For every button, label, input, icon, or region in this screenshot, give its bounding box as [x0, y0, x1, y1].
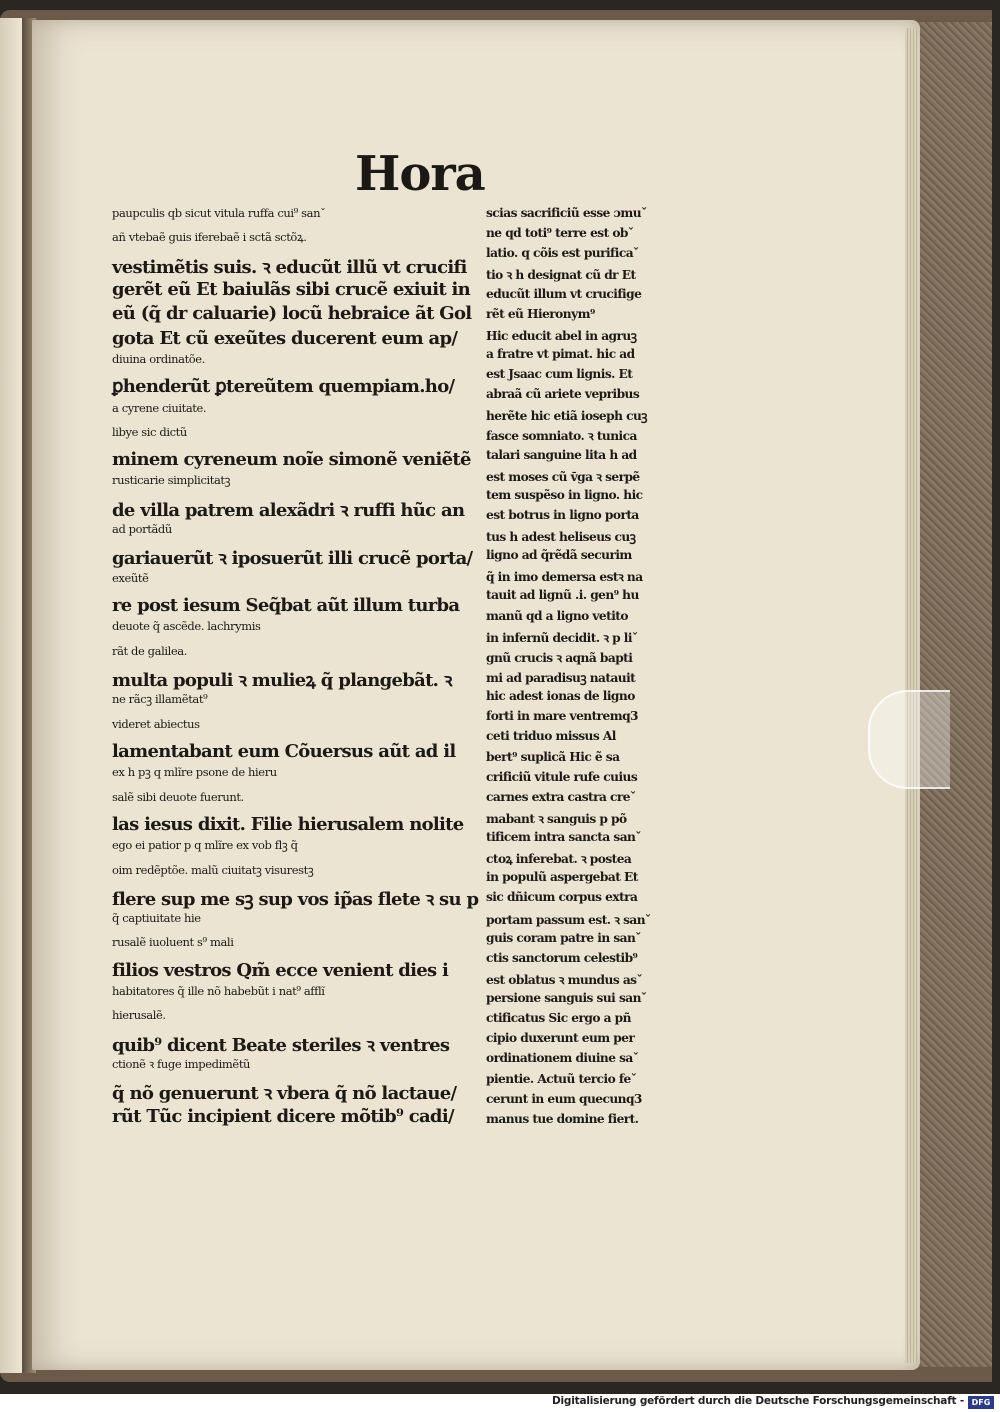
commentary-line: latio. q cõis est purificaˇ: [486, 246, 639, 260]
commentary-line: fasce somniato. ꝛ tunica: [486, 429, 637, 443]
main-text-line: habitatores q̃ ille nõ habebũt i nat⁹ afflĩ: [112, 984, 325, 998]
main-text-line: gerẽt eũ Et baiulãs sibi crucẽ exiuit in: [112, 279, 471, 300]
footer-credit: Digitalisierung gefördert durch die Deutsche Forschungsgemeinschaft -: [552, 1395, 964, 1407]
main-text-line: diuina ordinatõe.: [112, 352, 205, 366]
main-text-line: ego ei patior p q mlĩre ex vob flꝫ q̃: [112, 838, 298, 852]
main-text-line: rãt de galilea.: [112, 644, 188, 658]
commentary-line: abraã cũ ariete vepribus: [486, 387, 640, 401]
commentary-line: talari sanguine lita h ad: [486, 448, 637, 462]
main-text-line: ex h pꝫ q mlĩre psone de hieru: [112, 765, 277, 779]
main-text-line: las iesus dixit. Filie hierusalem nolite: [112, 814, 464, 835]
commentary-line: manus tue domine fiert.: [486, 1112, 639, 1126]
main-text-line: paupculis qb sicut vitula ruffa cui⁹ sanˇ: [112, 206, 326, 220]
commentary-line: cerunt in eum quecunq3: [486, 1092, 642, 1106]
main-text-line: añ vtebaẽ guis iferebaẽ i sctã sctõꝝ.: [112, 230, 307, 244]
main-text-line: q̃ captiuitate hie: [112, 911, 201, 925]
commentary-line: cipio duxerunt eum per: [486, 1031, 635, 1045]
main-text-line: re post iesum Seq̃bat aũt illum turba: [112, 595, 460, 616]
commentary-line: carnes extra castra creˇ: [486, 790, 636, 804]
commentary-line: est Jsaac cum lignis. Et: [486, 367, 633, 381]
main-text-line: lamentabant eum Cõuersus aũt ad il: [112, 741, 456, 762]
commentary-line: mi ad paradisuꝫ natauit: [486, 671, 636, 685]
commentary-line: mabant ꝛ sanguis p põ: [486, 812, 627, 826]
plastic-clip: [868, 690, 950, 789]
commentary-line: Hic educit abel in agruꝫ: [486, 329, 637, 343]
commentary-line: ceti triduo missus Al: [486, 729, 616, 743]
main-text-line: exeũtẽ: [112, 571, 149, 585]
commentary-line: bert⁹ suplicã Hic ẽ sa: [486, 750, 620, 764]
left-page-edge: [0, 18, 24, 1373]
commentary-line: crificiũ vitule rufe cuius: [486, 770, 638, 784]
main-text-line: gariauerũt ꝛ iposuerũt illi crucẽ porta/: [112, 548, 473, 569]
main-text-line: vestimẽtis suis. ꝛ educũt illũ vt crucifi: [112, 257, 467, 278]
commentary-line: gnũ crucis ꝛ aqnã bapti: [486, 651, 633, 665]
commentary-line: scias sacrificiũ esse ɔmuˇ: [486, 206, 647, 220]
commentary-line: tus h adest heliseus cuꝫ: [486, 530, 636, 544]
main-text-line: eũ (q̃ dr caluarie) locũ hebraice ãt Gol: [112, 303, 472, 324]
commentary-line: tem suspẽso in ligno. hic: [486, 488, 643, 502]
commentary-line: ctificatus Sic ergo a pñ: [486, 1011, 631, 1025]
commentary-line: ordinationem diuine saˇ: [486, 1051, 639, 1065]
main-text-line: q̃ nõ genuerunt ꝛ vbera q̃ nõ lactaue/: [112, 1083, 457, 1104]
commentary-line: herẽte hic etiã ioseph cuꝫ: [486, 409, 647, 423]
commentary-line: manũ qd a ligno vetito: [486, 609, 628, 623]
commentary-line: ligno ad q̃rẽdã securim: [486, 548, 632, 562]
main-text-line: oim redẽptõe. malũ ciuitatꝫ visurestꝫ: [112, 863, 314, 877]
main-text-line: salẽ sibi deuote fuerunt.: [112, 790, 244, 804]
commentary-line: tauit ad lignũ .i. gen⁹ hu: [486, 588, 639, 602]
page-header: Hora: [355, 146, 485, 202]
commentary-line: rẽt eũ Hieronym⁹: [486, 307, 595, 321]
commentary-line: ne qd toti⁹ terre est obˇ: [486, 226, 634, 240]
main-text-line: deuote q̃ ascẽde. lachrymis: [112, 619, 261, 633]
main-text-line: rusticarie simplicitatꝫ: [112, 473, 231, 487]
main-text-line: videret abiectus: [112, 717, 200, 731]
main-text-line: filios vestros Qm̃ ecce venient dies i: [112, 960, 449, 981]
main-text-line: minem cyreneum noĩe simonẽ veniẽtẽ: [112, 449, 471, 470]
main-text-line: multa populi ꝛ mulieꝝ q̃ plangebãt. ꝛ: [112, 670, 452, 691]
main-text-line: flere sup me sꝫ sup vos ip̃as flete ꝛ su p: [112, 889, 479, 910]
main-text-line: hierusalẽ.: [112, 1008, 166, 1022]
commentary-line: est oblatus ꝛ mundus asˇ: [486, 973, 643, 987]
commentary-line: q̃ in imo demersa estꝛ na: [486, 570, 643, 584]
commentary-line: ctoꝝ inferebat. ꝛ postea: [486, 852, 632, 866]
commentary-line: in populũ aspergebat Et: [486, 870, 638, 884]
main-text-line: rũt Tũc incipient dicere mõtib⁹ cadi/: [112, 1106, 454, 1127]
main-text-line: quib⁹ dicent Beate steriles ꝛ ventres: [112, 1035, 450, 1056]
commentary-line: portam passum est. ꝛ sanˇ: [486, 913, 651, 927]
main-text-line: libye sic dictũ: [112, 425, 187, 439]
commentary-line: est moses cũ v̄ga ꝛ serpẽ: [486, 470, 640, 484]
main-text-line: rusalẽ iuoluent s⁹ mali: [112, 935, 234, 949]
commentary-line: guis coram patre in sanˇ: [486, 931, 641, 945]
commentary-line: tificem intra sancta sanˇ: [486, 830, 641, 844]
main-text-line: de villa patrem alexãdri ꝛ ruffi hũc an: [112, 500, 465, 521]
commentary-line: forti in mare ventremq3: [486, 709, 638, 723]
main-text-line: ctionẽ ꝛ fuge impedimẽtũ: [112, 1057, 251, 1071]
main-text-line: ad portãdũ: [112, 522, 172, 536]
commentary-line: tio ꝛ h designat cũ dr Et: [486, 268, 636, 282]
commentary-line: est botrus in ligno porta: [486, 508, 639, 522]
commentary-line: hic adest ionas de ligno: [486, 689, 635, 703]
commentary-line: ctis sanctorum celestib⁹: [486, 951, 638, 965]
main-text-line: a cyrene ciuitate.: [112, 401, 207, 415]
main-text-line: ꝑhenderũt ꝑtereũtem quempiam.ho/: [112, 376, 455, 397]
dfg-logo: DFG: [968, 1396, 994, 1409]
commentary-line: sic dñicum corpus extra: [486, 890, 638, 904]
commentary-line: a fratre vt pimat. hic ad: [486, 347, 635, 361]
commentary-line: pientie. Actuũ tercio feˇ: [486, 1072, 637, 1086]
commentary-line: in infernũ decidit. ꝛ p liˇ: [486, 631, 638, 645]
main-text-line: gota Et cũ exeũtes ducerent eum ap/: [112, 328, 458, 349]
commentary-line: educũt illum vt crucifige: [486, 287, 642, 301]
commentary-line: persione sanguis sui sanˇ: [486, 991, 647, 1005]
main-text-line: ne rãcꝫ illamẽtat⁹: [112, 692, 208, 706]
